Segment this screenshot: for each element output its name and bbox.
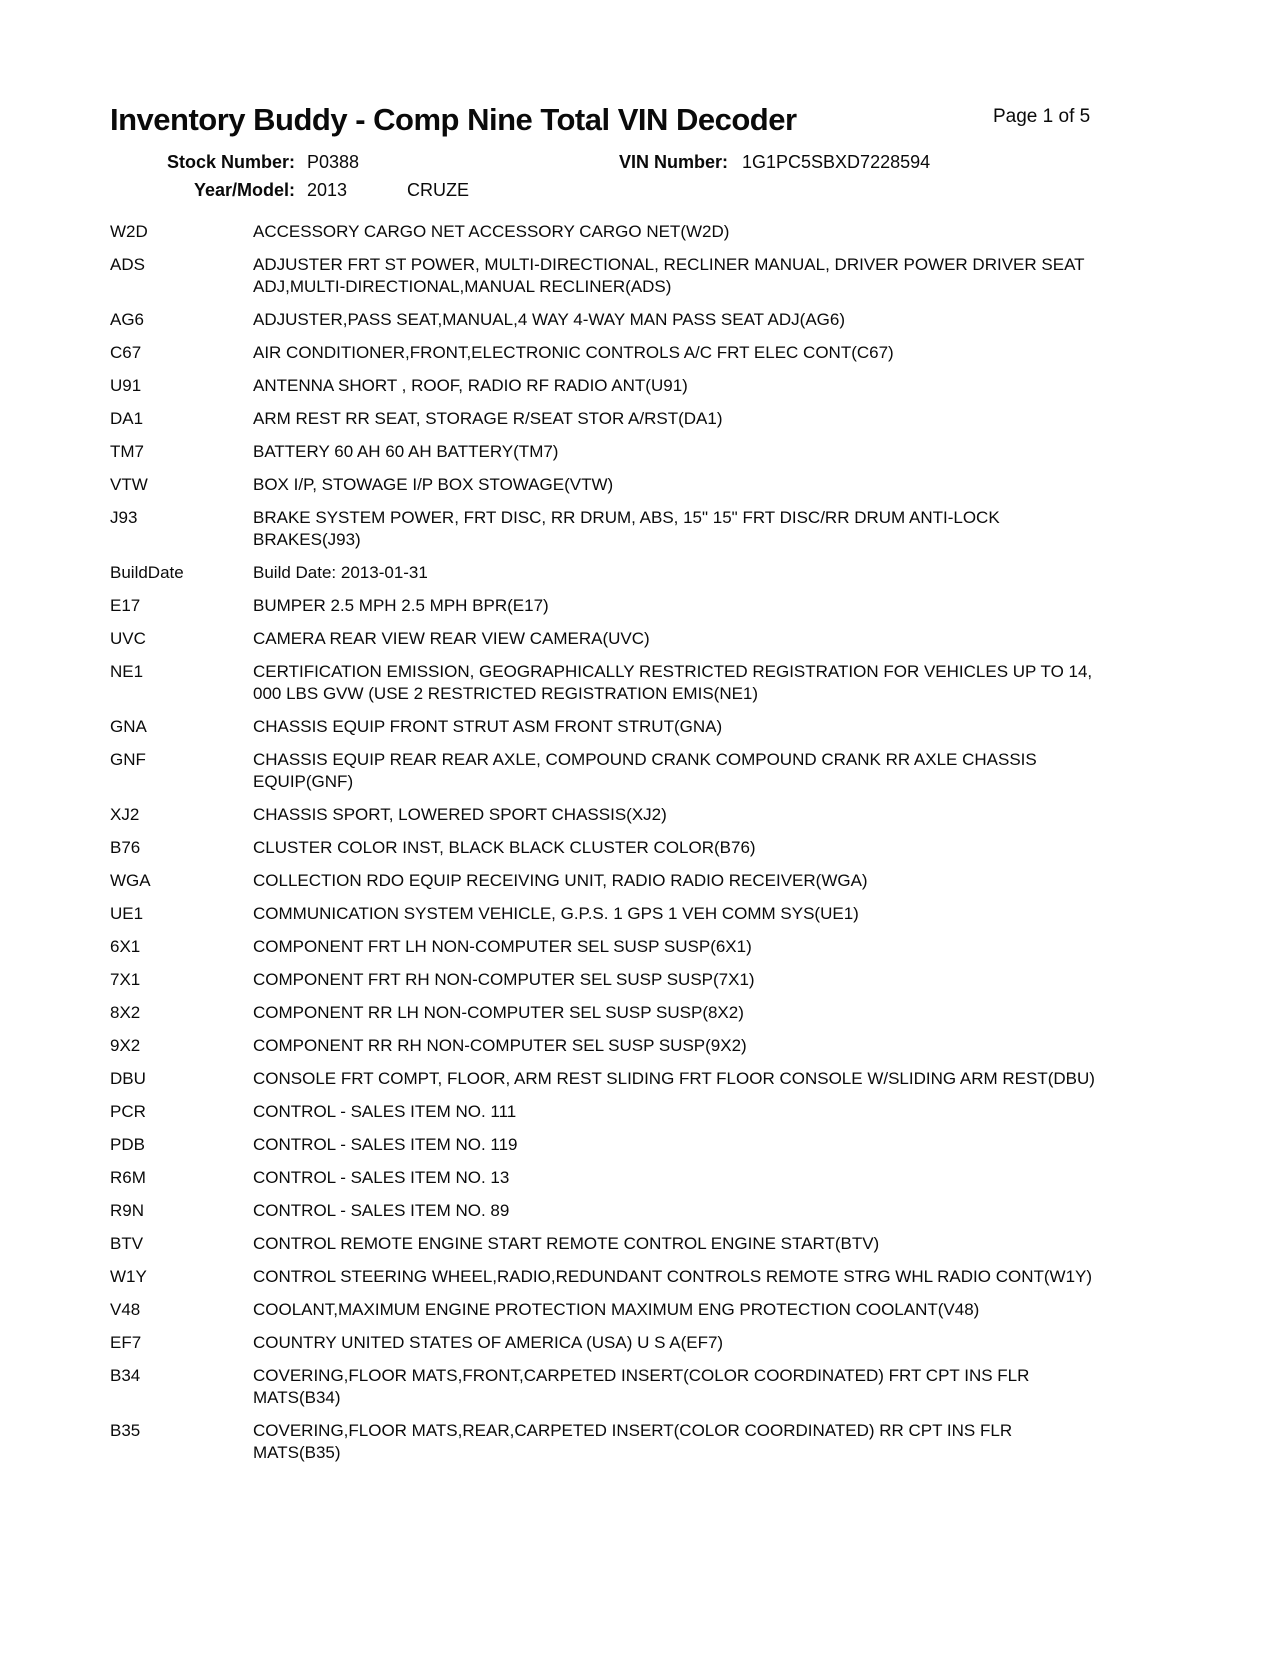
option-code: J93 <box>110 508 138 527</box>
option-code: XJ2 <box>110 805 140 824</box>
option-row <box>110 1420 1105 1464</box>
option-description: COMPONENT FRT LH NON-COMPUTER SEL SUSP SUSP(6X1) <box>253 937 752 956</box>
option-row <box>110 1266 1105 1288</box>
option-row <box>110 1035 1105 1057</box>
option-description: ARM REST RR SEAT, STORAGE R/SEAT STOR A/RST(DA1) <box>253 409 723 428</box>
option-row <box>110 870 1105 892</box>
page-number: Page 1 of 5 <box>993 106 1091 127</box>
option-row <box>110 441 1105 463</box>
option-code: B76 <box>110 838 141 857</box>
year-model-label: Year/Model: <box>193 180 295 200</box>
option-description: CONTROL REMOTE ENGINE START REMOTE CONTROL ENGINE START(BTV) <box>253 1234 880 1253</box>
option-row <box>110 903 1105 925</box>
option-description: COUNTRY UNITED STATES OF AMERICA (USA) U S A(EF7) <box>253 1333 724 1352</box>
option-code: NE1 <box>110 662 144 681</box>
option-row <box>110 716 1105 738</box>
option-description: ACCESSORY CARGO NET ACCESSORY CARGO NET(W2D) <box>253 222 730 241</box>
stock-number-value: P0388 <box>307 152 360 172</box>
option-row <box>110 749 1105 793</box>
option-row <box>110 1365 1105 1409</box>
page-title: Inventory Buddy - Comp Nine Total VIN Decoder <box>110 102 797 137</box>
option-code: GNA <box>110 717 147 736</box>
option-row <box>110 837 1105 859</box>
option-row <box>110 221 1105 243</box>
option-code: W2D <box>110 222 148 241</box>
option-code: TM7 <box>110 442 144 461</box>
option-row <box>110 595 1105 617</box>
option-description: CONSOLE FRT COMPT, FLOOR, ARM REST SLIDING FRT FLOOR CONSOLE W/SLIDING ARM REST(DBU) <box>253 1069 1095 1088</box>
option-description: COMPONENT RR RH NON-COMPUTER SEL SUSP SUSP(9X2) <box>253 1036 747 1055</box>
option-description: COVERING,FLOOR MATS,REAR,CARPETED INSERT(COLOR COORDINATED) RR CPT INS FLR MATS(B35) <box>253 1421 1013 1462</box>
option-row <box>110 1101 1105 1123</box>
option-description: BOX I/P, STOWAGE I/P BOX STOWAGE(VTW) <box>253 475 614 494</box>
vehicle-meta <box>110 152 1190 222</box>
option-row <box>110 375 1105 397</box>
option-code: UVC <box>110 629 146 648</box>
option-description: COMPONENT RR LH NON-COMPUTER SEL SUSP SUSP(8X2) <box>253 1003 744 1022</box>
option-description: ADJUSTER FRT ST POWER, MULTI-DIRECTIONAL, RECLINER MANUAL, DRIVER POWER DRIVER SEAT ADJ,MULTI-DIRECTIONAL,MANUAL RECLINER(ADS) <box>253 255 1085 296</box>
option-code: R6M <box>110 1168 146 1187</box>
option-code: ADS <box>110 255 145 274</box>
option-code: DBU <box>110 1069 146 1088</box>
option-code: PDB <box>110 1135 145 1154</box>
option-description: CERTIFICATION EMISSION, GEOGRAPHICALLY RESTRICTED REGISTRATION FOR VEHICLES UP TO 14, 000 LBS GVW (USE 2 RESTRICTED REGISTRATION EMIS(NE1) <box>253 662 1093 703</box>
option-description: COMPONENT FRT RH NON-COMPUTER SEL SUSP SUSP(7X1) <box>253 970 755 989</box>
option-code: BTV <box>110 1234 144 1253</box>
option-row <box>110 1200 1105 1222</box>
vin-number-label: VIN Number: <box>618 152 728 172</box>
option-row <box>110 804 1105 826</box>
option-code: WGA <box>110 871 151 890</box>
option-code: GNF <box>110 750 146 769</box>
option-description: ADJUSTER,PASS SEAT,MANUAL,4 WAY 4-WAY MAN PASS SEAT ADJ(AG6) <box>253 310 845 329</box>
option-row <box>110 342 1105 364</box>
option-description: CONTROL - SALES ITEM NO. 111 <box>253 1102 517 1121</box>
option-code: BuildDate <box>110 563 184 582</box>
option-description: CONTROL STEERING WHEEL,RADIO,REDUNDANT CONTROLS REMOTE STRG WHL RADIO CONT(W1Y) <box>253 1267 1093 1286</box>
option-row <box>110 1134 1105 1156</box>
option-row <box>110 309 1105 331</box>
option-row <box>110 474 1105 496</box>
option-row <box>110 1068 1105 1090</box>
vin-number-value: 1G1PC5SBXD7228594 <box>742 152 931 172</box>
option-row <box>110 969 1105 991</box>
option-description: BRAKE SYSTEM POWER, FRT DISC, RR DRUM, ABS, 15" 15" FRT DISC/RR DRUM ANTI-LOCK BRAKES(J93) <box>253 508 1000 549</box>
option-description: ANTENNA SHORT , ROOF, RADIO RF RADIO ANT(U91) <box>253 376 688 395</box>
option-code: U91 <box>110 376 142 395</box>
option-row <box>110 254 1105 298</box>
option-code: 7X1 <box>110 970 141 989</box>
option-description: CONTROL - SALES ITEM NO. 89 <box>253 1201 510 1220</box>
option-code: E17 <box>110 596 141 615</box>
option-row <box>110 1299 1105 1321</box>
option-description: BUMPER 2.5 MPH 2.5 MPH BPR(E17) <box>253 596 549 615</box>
option-description: CONTROL - SALES ITEM NO. 13 <box>253 1168 510 1187</box>
option-row <box>110 661 1105 705</box>
option-row <box>110 1233 1105 1255</box>
option-description: COOLANT,MAXIMUM ENGINE PROTECTION MAXIMUM ENG PROTECTION COOLANT(V48) <box>253 1300 980 1319</box>
option-description: BATTERY 60 AH 60 AH BATTERY(TM7) <box>253 442 559 461</box>
option-code: R9N <box>110 1201 145 1220</box>
option-code: 8X2 <box>110 1003 141 1022</box>
option-code: 6X1 <box>110 937 141 956</box>
option-description: COLLECTION RDO EQUIP RECEIVING UNIT, RADIO RADIO RECEIVER(WGA) <box>253 871 868 890</box>
options-list <box>110 221 1105 1475</box>
option-row <box>110 507 1105 551</box>
year-value: 2013 <box>307 180 348 200</box>
option-code: B35 <box>110 1421 141 1440</box>
option-description: CLUSTER COLOR INST, BLACK BLACK CLUSTER COLOR(B76) <box>253 838 756 857</box>
option-code: W1Y <box>110 1267 147 1286</box>
option-code: B34 <box>110 1366 141 1385</box>
option-code: UE1 <box>110 904 144 923</box>
option-description: CONTROL - SALES ITEM NO. 119 <box>253 1135 518 1154</box>
option-row <box>110 1167 1105 1189</box>
option-code: VTW <box>110 475 148 494</box>
option-description: CAMERA REAR VIEW REAR VIEW CAMERA(UVC) <box>253 629 650 648</box>
option-row <box>110 408 1105 430</box>
option-description: CHASSIS SPORT, LOWERED SPORT CHASSIS(XJ2) <box>253 805 667 824</box>
option-code: EF7 <box>110 1333 142 1352</box>
option-code: V48 <box>110 1300 141 1319</box>
option-description: Build Date: 2013-01-31 <box>253 563 428 582</box>
option-code: AG6 <box>110 310 145 329</box>
option-description: COMMUNICATION SYSTEM VEHICLE, G.P.S. 1 GPS 1 VEH COMM SYS(UE1) <box>253 904 859 923</box>
option-description: CHASSIS EQUIP REAR REAR AXLE, COMPOUND CRANK COMPOUND CRANK RR AXLE CHASSIS EQUIP(GNF) <box>253 750 1037 791</box>
option-description: COVERING,FLOOR MATS,FRONT,CARPETED INSERT(COLOR COORDINATED) FRT CPT INS FLR MATS(B34) <box>253 1366 1030 1407</box>
stock-number-label: Stock Number: <box>166 152 295 172</box>
option-row <box>110 628 1105 650</box>
option-code: 9X2 <box>110 1036 141 1055</box>
option-code: PCR <box>110 1102 146 1121</box>
model-value: CRUZE <box>407 180 469 200</box>
option-description: AIR CONDITIONER,FRONT,ELECTRONIC CONTROLS A/C FRT ELEC CONT(C67) <box>253 343 894 362</box>
option-code: C67 <box>110 343 142 362</box>
option-row <box>110 1332 1105 1354</box>
option-row <box>110 936 1105 958</box>
option-description: CHASSIS EQUIP FRONT STRUT ASM FRONT STRUT(GNA) <box>253 717 723 736</box>
option-row <box>110 562 1105 584</box>
option-code: DA1 <box>110 409 144 428</box>
option-row <box>110 1002 1105 1024</box>
